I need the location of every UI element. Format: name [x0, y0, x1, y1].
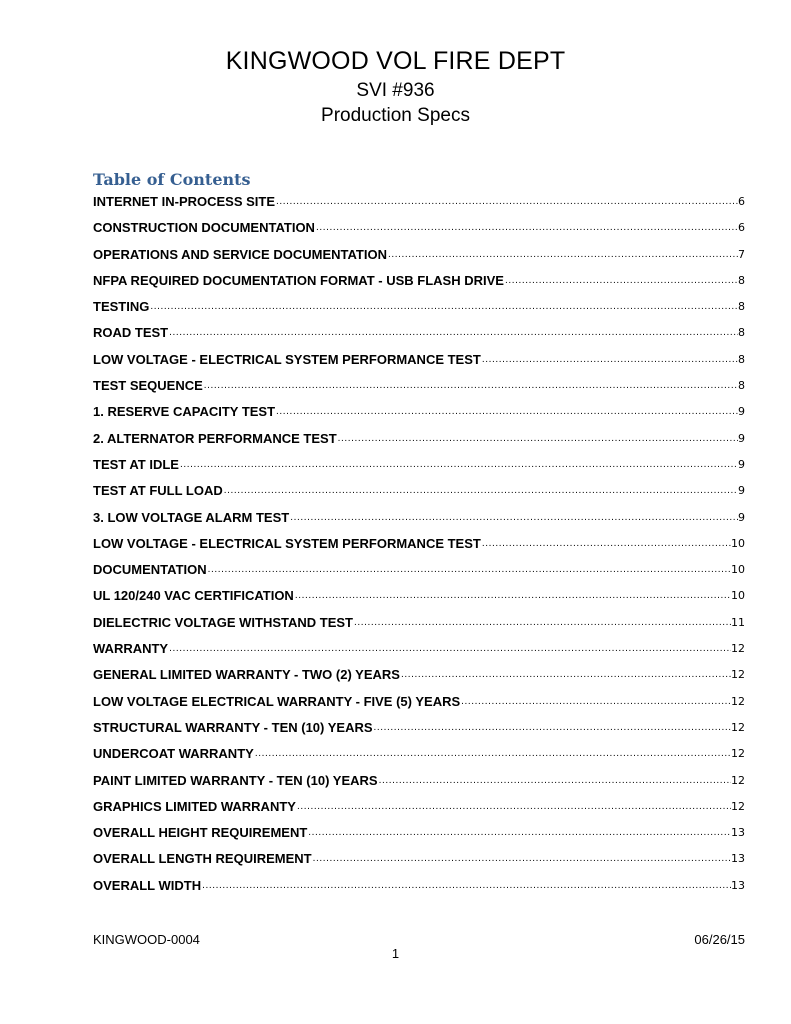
toc-entry[interactable] [93, 614, 745, 640]
toc-entry-page: 9 [738, 431, 745, 445]
toc-entry[interactable] [93, 745, 745, 771]
toc-dot-leader [504, 272, 738, 290]
toc-dot-leader [337, 430, 738, 448]
toc-entry-title: TEST SEQUENCE [93, 378, 203, 394]
toc-entry-page: 6 [738, 221, 745, 235]
toc-dot-leader [179, 456, 738, 474]
toc-entry-title: WARRANTY [93, 641, 169, 657]
footer-page-number: 1 [391, 946, 400, 961]
toc-dot-leader [315, 219, 738, 237]
toc-dot-leader [289, 509, 738, 527]
toc-entry-page: 12 [731, 799, 745, 813]
toc-entry[interactable] [93, 824, 745, 850]
toc-entry-title: PAINT LIMITED WARRANTY - TEN (10) YEARS [93, 772, 378, 788]
toc-dot-leader [400, 666, 731, 684]
toc-dot-leader [312, 850, 731, 868]
toc-entry-page: 10 [731, 563, 745, 577]
toc-entry-title: GENERAL LIMITED WARRANTY - TWO (2) YEARS [93, 667, 400, 683]
toc-entry[interactable] [93, 798, 745, 824]
toc-entry-page: 12 [731, 773, 745, 787]
toc-entry-title: OVERALL LENGTH REQUIREMENT [93, 851, 312, 867]
toc-dot-leader [378, 772, 731, 790]
toc-entry-page: 12 [731, 747, 745, 761]
toc-entry-title: LOW VOLTAGE - ELECTRICAL SYSTEM PERFORMANCE TEST [93, 351, 481, 367]
toc-dot-leader [373, 719, 731, 737]
toc-entry-title: INTERNET IN-PROCESS SITE [93, 194, 276, 209]
toc-entry[interactable] [93, 193, 745, 219]
toc-entry-page: 13 [731, 878, 745, 892]
toc-entry-page: 12 [731, 642, 745, 656]
toc-entry-page: 8 [738, 300, 745, 314]
toc-entry[interactable] [93, 509, 745, 535]
toc-entry-title: ROAD TEST [93, 325, 169, 341]
toc-dot-leader [207, 561, 731, 579]
toc-entry-title: STRUCTURAL WARRANTY - TEN (10) YEARS [93, 719, 373, 735]
toc-entry[interactable] [93, 561, 745, 587]
toc-entry[interactable] [93, 772, 745, 798]
toc-entry-title: CONSTRUCTION DOCUMENTATION [93, 220, 315, 236]
toc-entry-title: GRAPHICS LIMITED WARRANTY [93, 798, 296, 814]
toc-dot-leader [296, 798, 731, 816]
toc-entry[interactable] [93, 430, 745, 456]
toc-entry-title: LOW VOLTAGE ELECTRICAL WARRANTY - FIVE (5) YEARS [93, 693, 461, 709]
toc-entry-page: 8 [738, 352, 745, 366]
toc-dot-leader [307, 824, 731, 842]
toc-entry-page: 8 [738, 379, 745, 393]
toc-dot-leader [168, 640, 731, 658]
toc-entry-page: 12 [731, 720, 745, 734]
toc-entry-title: TEST AT FULL LOAD [93, 483, 223, 499]
toc-entry[interactable] [93, 693, 745, 719]
toc-entry-page: 9 [738, 405, 745, 419]
footer-date: 06/26/15 [694, 932, 745, 947]
toc-dot-leader [275, 193, 738, 211]
toc-entry-page: 8 [738, 273, 745, 287]
toc-entry-title: OVERALL WIDTH [93, 877, 202, 893]
toc-dot-leader [460, 693, 731, 711]
document-header [0, 44, 791, 128]
toc-entry-title: LOW VOLTAGE - ELECTRICAL SYSTEM PERFORMANCE TEST [93, 535, 481, 551]
toc-entry-title: OVERALL HEIGHT REQUIREMENT [93, 825, 308, 841]
toc-dot-leader [149, 298, 738, 316]
toc-entry[interactable] [93, 666, 745, 692]
toc-entry-title: OPERATIONS AND SERVICE DOCUMENTATION [93, 246, 387, 262]
toc-entry[interactable] [93, 482, 745, 508]
toc-entry-title: UNDERCOAT WARRANTY [93, 746, 254, 762]
document-subtitle-secondary: Production Specs [321, 105, 470, 126]
toc-dot-leader [201, 877, 731, 895]
toc-entry-title: 1. RESERVE CAPACITY TEST [93, 404, 276, 420]
document-subtitle: SVI #936 [356, 80, 435, 101]
toc-entry-title: UL 120/240 VAC CERTIFICATION [93, 588, 294, 604]
toc-entry-page: 12 [731, 668, 745, 682]
toc-entry-title: 3. LOW VOLTAGE ALARM TEST [93, 509, 290, 525]
toc-entry[interactable] [93, 535, 745, 561]
footer-doc-id: KINGWOOD-0004 [93, 932, 200, 947]
toc-entry-page: 12 [731, 694, 745, 708]
toc-entry-page: 9 [738, 510, 745, 524]
toc-entry-page: 10 [731, 589, 745, 603]
toc-entry[interactable] [93, 719, 745, 745]
toc-entry[interactable] [93, 219, 745, 245]
toc-entry[interactable] [93, 456, 745, 482]
toc-dot-leader [481, 351, 738, 369]
toc-entry-page: 8 [738, 326, 745, 340]
toc-entry-title: TESTING [93, 299, 150, 315]
toc-dot-leader [294, 587, 731, 605]
toc-entry[interactable] [93, 587, 745, 613]
toc-dot-leader [353, 614, 731, 632]
toc-entry[interactable] [93, 403, 745, 429]
toc-entry-page: 13 [731, 826, 745, 840]
toc-entry-page: 11 [731, 615, 745, 629]
toc-dot-leader [168, 324, 738, 342]
toc-dot-leader [223, 482, 738, 500]
toc-entry-page: 9 [738, 484, 745, 498]
document-title: KINGWOOD VOL FIRE DEPT [225, 47, 566, 75]
toc-entry-title: DOCUMENTATION [93, 562, 207, 578]
toc-entry-page: 6 [738, 195, 745, 208]
toc-entry[interactable] [93, 246, 745, 272]
toc-dot-leader [387, 246, 738, 264]
toc-entry[interactable] [93, 877, 745, 903]
table-of-contents [93, 193, 745, 903]
toc-entry-title: 2. ALTERNATOR PERFORMANCE TEST [93, 430, 337, 446]
toc-dot-leader [275, 403, 738, 421]
toc-entry[interactable] [93, 298, 745, 324]
toc-dot-leader [203, 377, 738, 395]
toc-entry-page: 9 [738, 457, 745, 471]
toc-entry-title: DIELECTRIC VOLTAGE WITHSTAND TEST [93, 614, 353, 630]
toc-entry[interactable] [93, 640, 745, 666]
toc-entry[interactable] [93, 850, 745, 876]
toc-entry-title: NFPA REQUIRED DOCUMENTATION FORMAT - USB FLASH DRIVE [93, 272, 504, 288]
toc-entry[interactable] [93, 272, 745, 298]
toc-entry[interactable] [93, 351, 745, 377]
toc-entry-page: 13 [731, 852, 745, 866]
toc-dot-leader [254, 745, 731, 763]
toc-entry-page: 10 [731, 536, 745, 550]
toc-heading: Table of Contents [93, 170, 251, 189]
toc-entry-page: 7 [738, 247, 745, 261]
toc-entry[interactable] [93, 377, 745, 403]
toc-entry-title: TEST AT IDLE [93, 456, 179, 472]
toc-dot-leader [481, 535, 731, 553]
toc-entry[interactable] [93, 324, 745, 350]
